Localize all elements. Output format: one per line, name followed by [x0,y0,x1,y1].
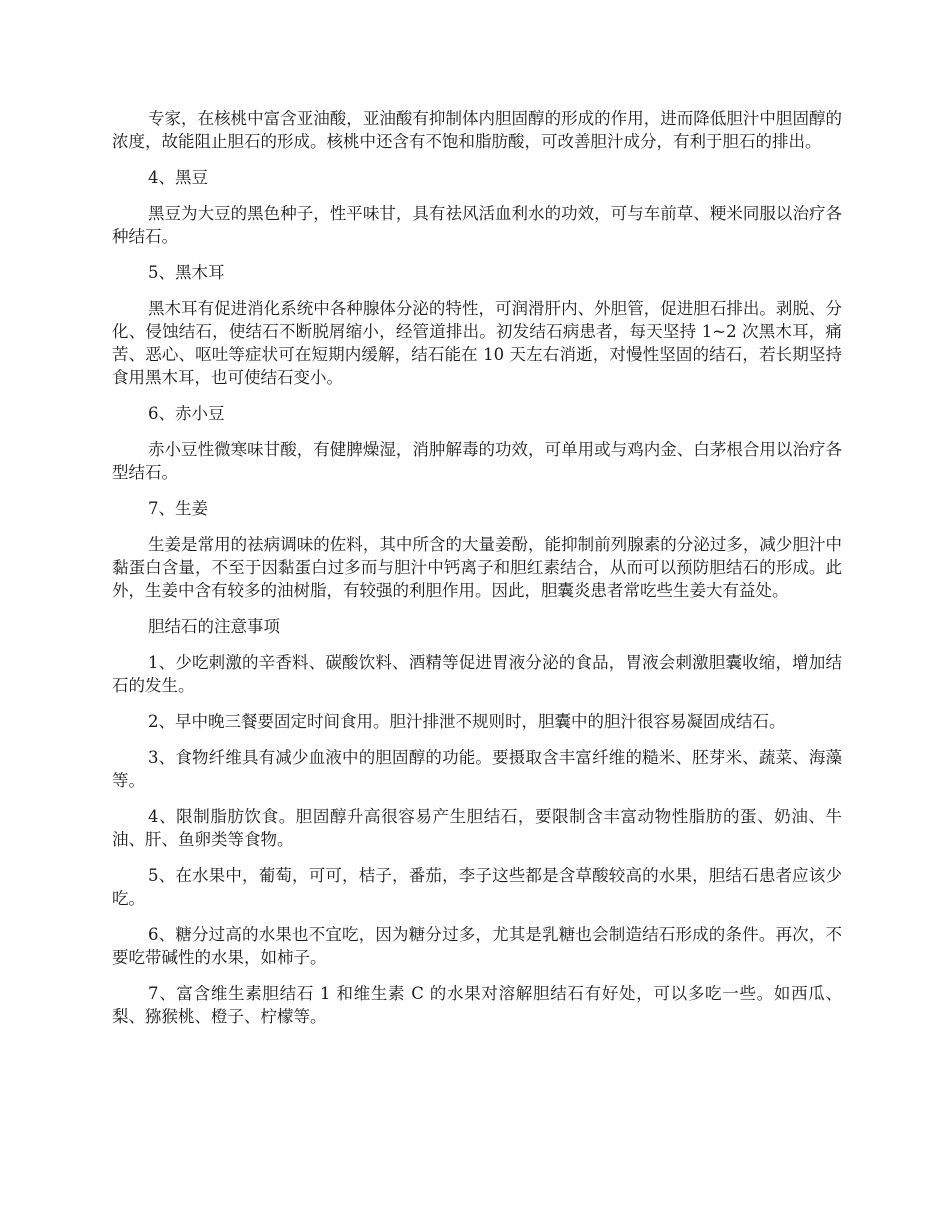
heading-black-bean: 4、黑豆 [148,168,208,187]
paragraph-ginger: 生姜是常用的祛病调味的佐料，其中所含的大量姜酚，能抑制前列腺素的分泌过多，减少胆汁中黏蛋白含量，不至于因黏蛋白过多而与胆汁中钙离子和胆红素结合，从而可以预防胆结石的形成。此外，生姜中含有较多的油树脂，有较强的利胆作用。因此，胆囊炎患者常吃些生姜大有益处。 [112,535,842,600]
heading-precautions: 胆结石的注意事项 [148,617,280,636]
precaution-item-6: 6、糖分过高的水果也不宜吃，因为糖分过多，尤其是乳糖也会制造结石形成的条件。再次，不要吃带碱性的水果，如柿子。 [112,925,842,967]
precaution-item-3: 3、食物纤维具有减少血液中的胆固醇的功能。要摄取含丰富纤维的糙米、胚芽米、蔬菜、海藻等。 [112,748,842,790]
precaution-item-5: 5、在水果中，葡萄，可可，桔子，番茄，李子这些都是含草酸较高的水果，胆结石患者应该少吃。 [112,866,842,908]
heading-adzuki-bean: 6、赤小豆 [148,404,225,423]
heading-black-fungus: 5、黑木耳 [148,263,225,282]
precaution-item-1: 1、少吃刺激的辛香料、碳酸饮料、酒精等促进胃液分泌的食品，胃液会刺激胆囊收缩，增加结石的发生。 [112,653,842,695]
document-page [112,107,842,1041]
heading-ginger: 7、生姜 [148,499,208,518]
precaution-item-4: 4、限制脂肪饮食。胆固醇升高很容易产生胆结石，要限制含丰富动物性脂肪的蛋、奶油、牛油、肝、鱼卵类等食物。 [112,807,842,849]
paragraph-walnut: 专家，在核桃中富含亚油酸，亚油酸有抑制体内胆固醇的形成的作用，进而降低胆汁中胆固醇的浓度，故能阻止胆石的形成。核桃中还含有不饱和脂肪酸，可改善胆汁成分，有利于胆石的排出。 [112,109,842,151]
paragraph-black-bean: 黑豆为大豆的黑色种子，性平味甘，具有祛风活血利水的功效，可与车前草、粳米同服以治疗各种结石。 [112,204,842,246]
paragraph-adzuki-bean: 赤小豆性微寒味甘酸，有健脾燥湿，消肿解毒的功效，可单用或与鸡内金、白茅根合用以治疗各型结石。 [112,440,842,482]
paragraph-black-fungus: 黑木耳有促进消化系统中各种腺体分泌的特性，可润滑肝内、外胆管，促进胆石排出。剥脱、分化、侵蚀结石，使结石不断脱屑缩小，经管道排出。初发结石病患者，每天坚持 1~2 次黑木耳，痛苦、恶心、呕吐等症状可在短期内缓解，结石能在 10 天左右消逝，对慢性坚固的结石，若长期坚持食用黑木耳，也可使结石变小。 [112,299,842,387]
precaution-item-7: 7、富含维生素胆结石 1 和维生素 C 的水果对溶解胆结石有好处，可以多吃一些。如西瓜、梨、猕猴桃、橙子、柠檬等。 [112,984,842,1026]
precaution-item-2: 2、早中晚三餐要固定时间食用。胆汁排泄不规则时，胆囊中的胆汁很容易凝固成结石。 [148,712,786,731]
